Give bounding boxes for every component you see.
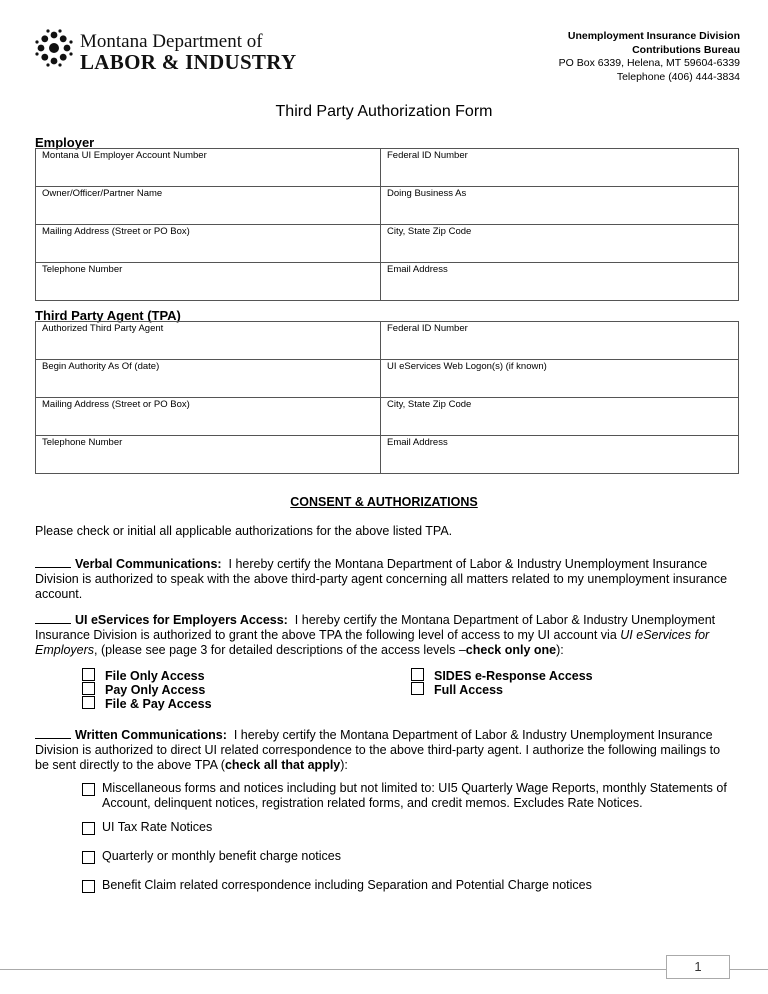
table-row [36, 322, 739, 360]
tpa-table [35, 321, 739, 474]
mailing-option-label: UI Tax Rate Notices [102, 820, 213, 834]
seal-icon [34, 28, 74, 68]
mailing-option-label: Quarterly or monthly benefit charge notices [102, 849, 342, 863]
eservices-logon-field[interactable]: UI eServices Web Logon(s) (if known) [381, 360, 739, 398]
doing-business-as-field[interactable]: Doing Business As [381, 187, 739, 225]
tpa-email-field[interactable]: Email Address [381, 436, 739, 474]
written-initial-blank[interactable] [35, 726, 71, 739]
checkbox[interactable] [411, 682, 424, 695]
access-options-right [411, 668, 593, 696]
tpa-mailing-address-field[interactable]: Mailing Address (Street or PO Box) [36, 398, 381, 436]
written-text-2: ): [340, 758, 348, 772]
page-number: 1 [666, 955, 730, 979]
mailing-option-tax-rate-notices[interactable] [82, 820, 742, 835]
eservices-check-only-one: check only one [465, 643, 557, 657]
mailing-option-label: Miscellaneous forms and notices including but not limited to: UI5 Quarterly Wage Reports, monthly Statements of Account, delinquent notices, registration related forms, and credit memos. Excludes Rate Notices. [102, 781, 727, 810]
eservices-italic: UI eServices for Employers [35, 628, 710, 657]
department-logo [34, 28, 297, 74]
employer-telephone-field[interactable]: Telephone Number [36, 263, 381, 301]
employer-account-number-field[interactable]: Montana UI Employer Account Number [36, 149, 381, 187]
written-check-all: check all that apply [224, 758, 341, 772]
table-row [36, 398, 739, 436]
checkbox[interactable] [82, 822, 95, 835]
checkbox[interactable] [82, 880, 95, 893]
consent-intro: Please check or initial all applicable authorizations for the above listed TPA. [35, 524, 453, 538]
eservices-label: UI eServices for Employers Access: [75, 613, 288, 627]
telephone: Telephone (406) 444-3834 [616, 70, 740, 83]
footer-divider [0, 969, 768, 970]
table-row [36, 149, 739, 187]
option-label: File Only Access [105, 669, 205, 683]
checkbox[interactable] [82, 783, 95, 796]
written-communications-paragraph [35, 726, 735, 773]
written-label: Written Communications: [75, 728, 227, 742]
pay-only-access-option[interactable] [82, 682, 212, 696]
option-label: SIDES e-Response Access [434, 669, 593, 683]
file-only-access-option[interactable] [82, 668, 212, 682]
employer-city-state-zip-field[interactable]: City, State Zip Code [381, 225, 739, 263]
checkbox[interactable] [82, 668, 95, 681]
eservices-text: I hereby certify the Montana Department of Labor & Industry Unemployment Insurance Division is authorized to grant the above TPA the following level of access to my UI account via [35, 613, 716, 642]
bureau-name: Contributions Bureau [632, 43, 740, 56]
tpa-telephone-field[interactable]: Telephone Number [36, 436, 381, 474]
consent-heading: CONSENT & AUTHORIZATIONS [290, 495, 478, 509]
employer-section-title: Employer [35, 135, 95, 150]
written-text: I hereby certify the Montana Department of Labor & Industry Unemployment Insurance Division is authorized to direct UI related correspondence to the above third-party agent. I authorize the following mailings to be sent directly to the above TPA ( [35, 728, 721, 772]
verbal-text: I hereby certify the Montana Department of Labor & Industry Unemployment Insurance Division is authorized to speak with the above third-party agent concerning all matters related to my unemployment insurance account. [35, 557, 728, 601]
eservices-text-2: , (please see page 3 for detailed descriptions of the access levels – [94, 643, 466, 657]
verbal-communications-paragraph [35, 555, 735, 602]
table-row [36, 225, 739, 263]
mailing-option-benefit-claim-correspondence[interactable] [82, 878, 742, 893]
division-address [559, 30, 740, 84]
org-name-line2: LABOR & INDUSTRY [80, 50, 297, 74]
file-and-pay-access-option[interactable] [82, 696, 212, 710]
eservices-text-3: ): [556, 643, 564, 657]
tpa-federal-id-field[interactable]: Federal ID Number [381, 322, 739, 360]
option-label: Pay Only Access [105, 683, 206, 697]
verbal-initial-blank[interactable] [35, 555, 71, 568]
option-label: File & Pay Access [105, 697, 212, 711]
full-access-option[interactable] [411, 682, 593, 696]
tpa-section-title: Third Party Agent (TPA) [35, 308, 181, 323]
org-name-line1: Montana Department of [80, 31, 263, 52]
checkbox[interactable] [82, 696, 95, 709]
mailing-option-benefit-charge-notices[interactable] [82, 849, 742, 864]
employer-mailing-address-field[interactable]: Mailing Address (Street or PO Box) [36, 225, 381, 263]
mailing-address: PO Box 6339, Helena, MT 59604-6339 [558, 57, 740, 69]
mailing-option-misc-forms[interactable] [82, 781, 742, 811]
table-row [36, 187, 739, 225]
employer-federal-id-field[interactable]: Federal ID Number [381, 149, 739, 187]
checkbox[interactable] [82, 682, 95, 695]
employer-table [35, 148, 739, 301]
checkbox[interactable] [411, 668, 424, 681]
access-options-left [82, 668, 212, 710]
division-name: Unemployment Insurance Division [567, 30, 740, 42]
employer-email-field[interactable]: Email Address [381, 263, 739, 301]
form-title: Third Party Authorization Form [275, 103, 493, 120]
tpa-city-state-zip-field[interactable]: City, State Zip Code [381, 398, 739, 436]
verbal-label: Verbal Communications: [75, 557, 222, 571]
eservices-initial-blank[interactable] [35, 611, 71, 624]
table-row [36, 360, 739, 398]
sides-e-response-access-option[interactable] [411, 668, 593, 682]
option-label: Full Access [434, 683, 504, 697]
begin-authority-date-field[interactable]: Begin Authority As Of (date) [36, 360, 381, 398]
owner-name-field[interactable]: Owner/Officer/Partner Name [36, 187, 381, 225]
authorized-agent-field[interactable]: Authorized Third Party Agent [36, 322, 381, 360]
table-row [36, 263, 739, 301]
eservices-paragraph [35, 611, 735, 658]
checkbox[interactable] [82, 851, 95, 864]
table-row [36, 436, 739, 474]
mailing-option-label: Benefit Claim related correspondence including Separation and Potential Charge notices [102, 878, 592, 892]
